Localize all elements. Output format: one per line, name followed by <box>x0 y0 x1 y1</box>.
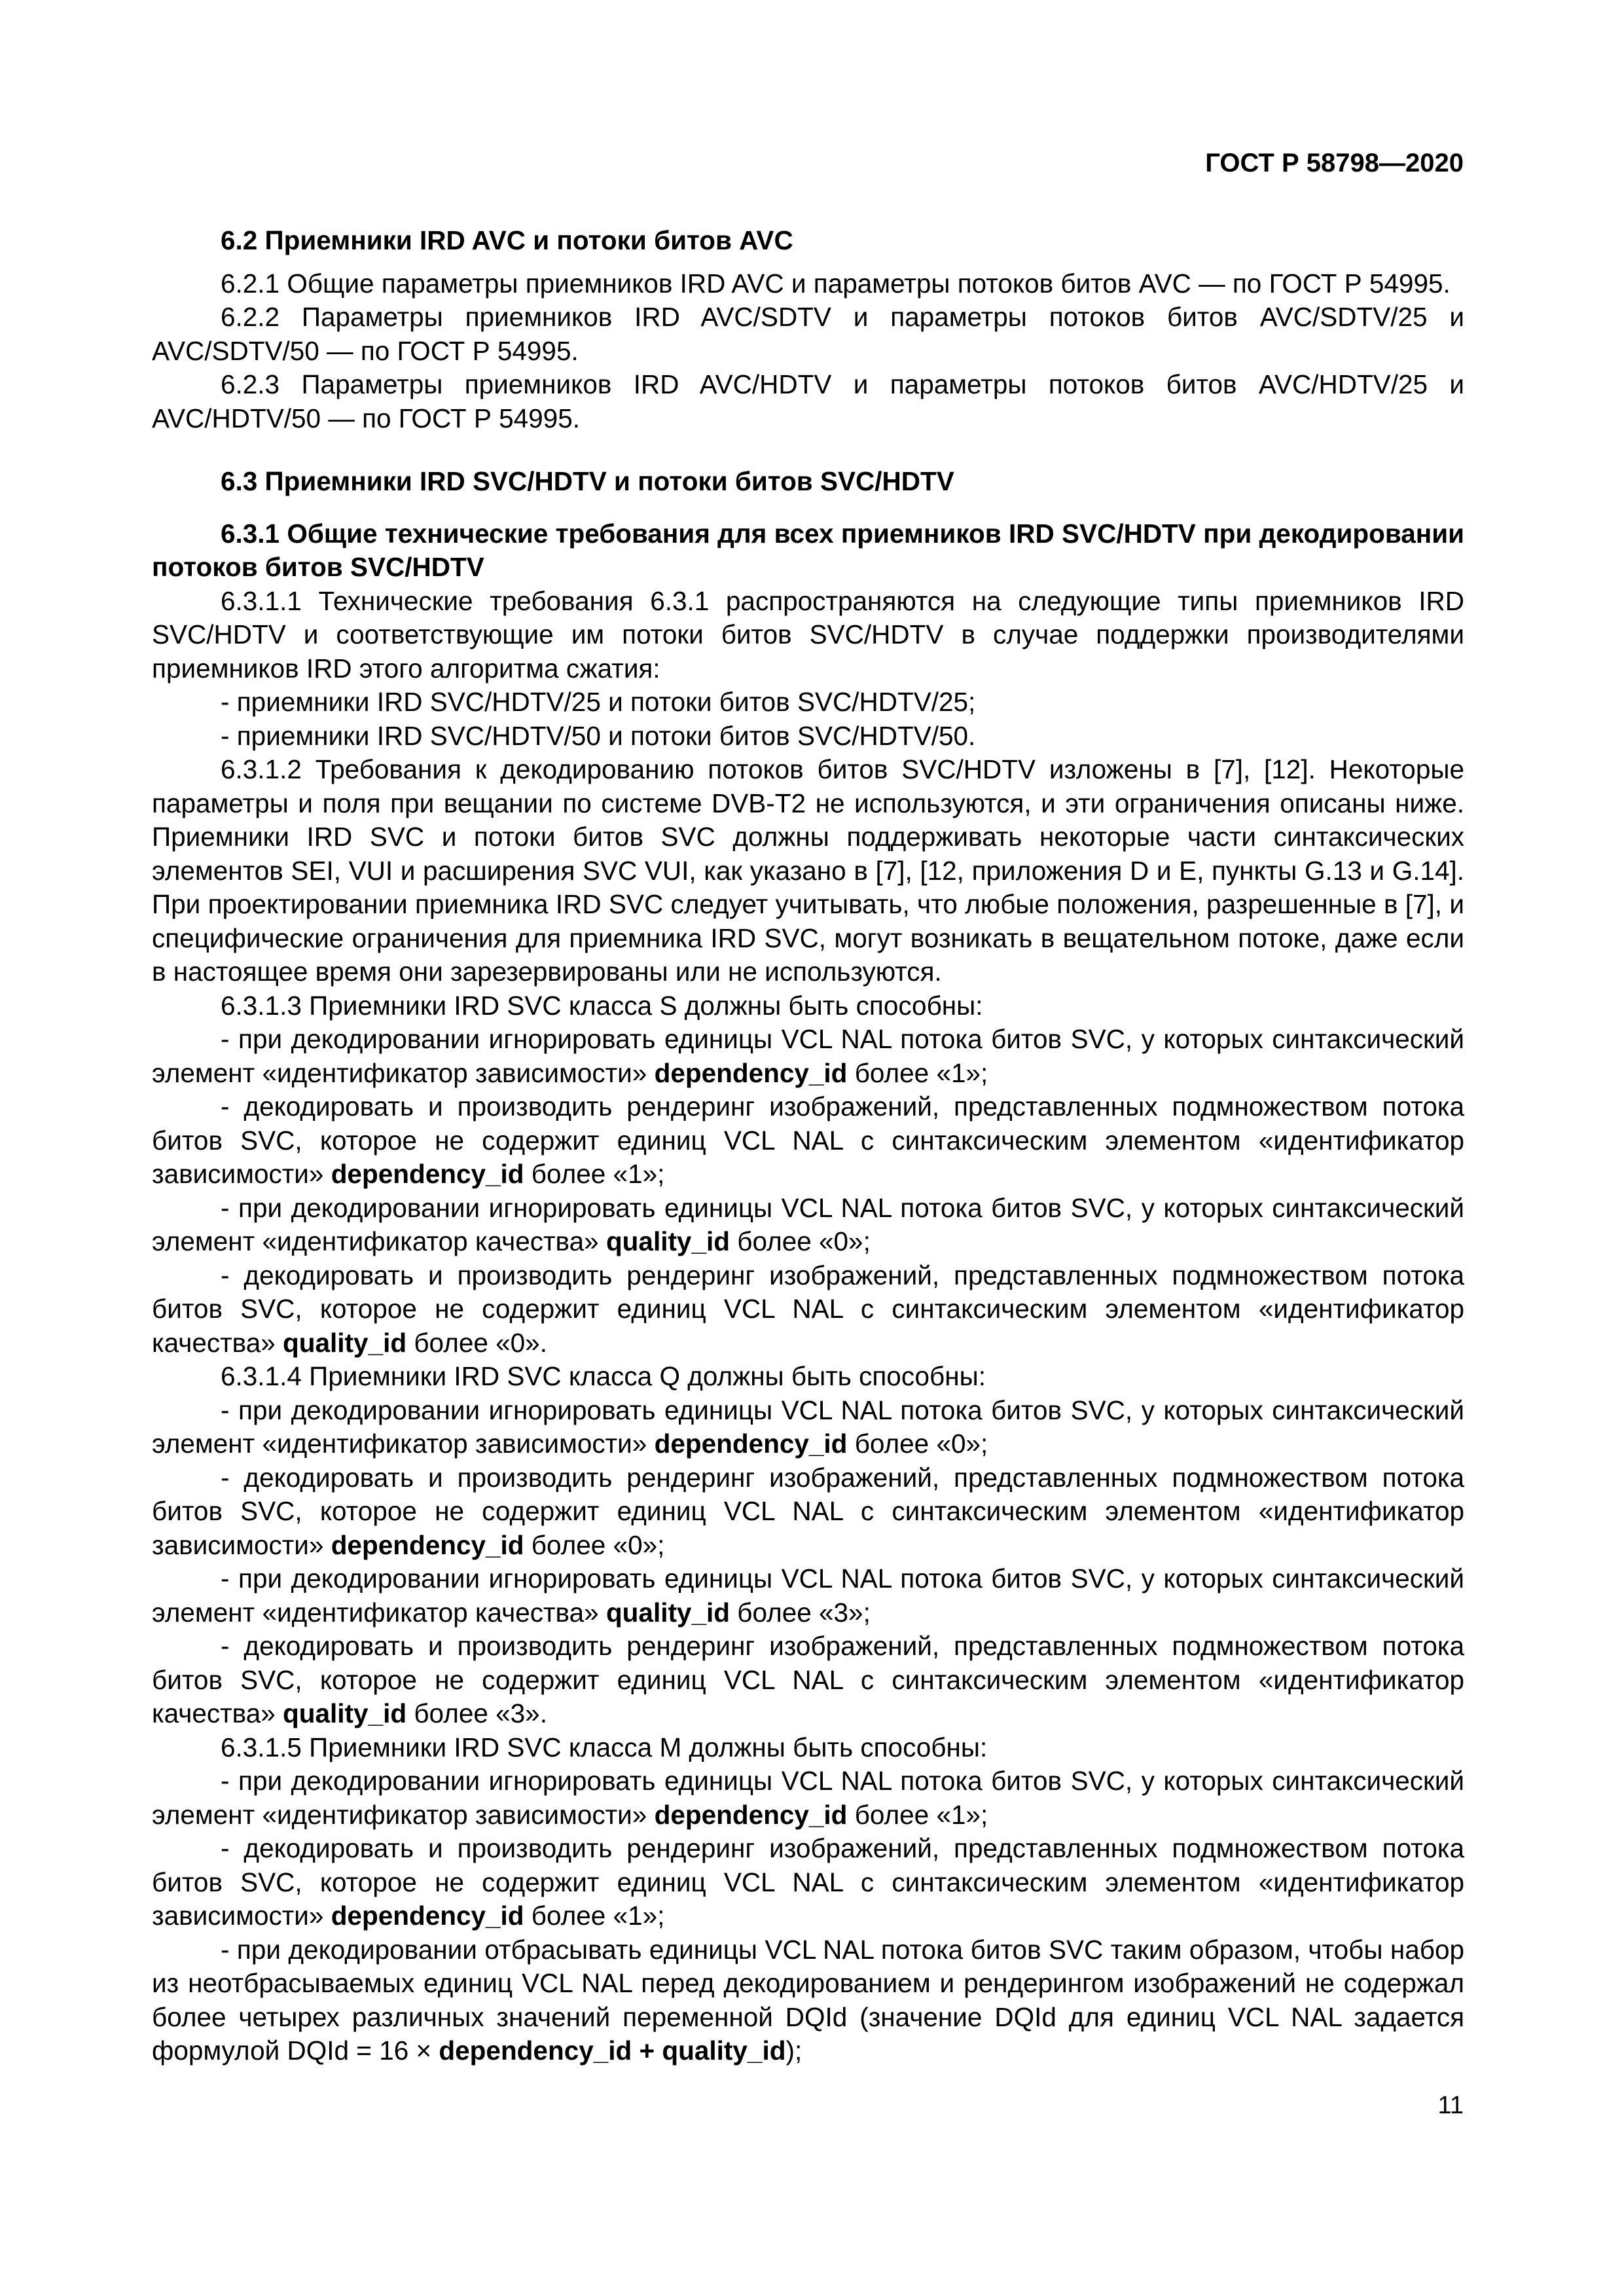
paragraph-6-2-3: 6.2.3 Параметры приемников IRD AVC/HDTV и параметры потоков битов AVC/HDTV/25 и AVC/HDTV/50 — по ГОСТ Р 54995. <box>152 369 1464 433</box>
list-item <box>152 1259 1464 1360</box>
paragraph-6-2-1: 6.2.1 Общие параметры приемников IRD AVC и параметры потоков битов AVC — по ГОСТ Р 54995. <box>221 268 1451 299</box>
subsection-heading-6-3-1: 6.3.1 Общие технические требования для всех приемников IRD SVC/HDTV при декодировании потоков битов SVC/HDTV <box>152 518 1464 582</box>
list-item-text: - декодировать и производить рендеринг изображений, представленных подмножеством потока битов SVC, которое не содержит единиц VCL NAL с синтаксическим элементом «идентификатор зависимости» <box>152 1091 1464 1189</box>
syntax-element: dependency_id <box>654 1799 848 1830</box>
paragraph-6-3-1-1: 6.3.1.1 Технические требования 6.3.1 распространяются на следующие типы приемников IRD SVC/HDTV и соответствующие им потоки битов SVC/HDTV в случае поддержки производителями приемников IRD этого алгоритма сжатия: <box>152 585 1464 683</box>
section-6-2 <box>152 224 1464 435</box>
page-number: 11 <box>1437 2092 1464 2119</box>
list-item-tail: более «1»; <box>854 1799 988 1830</box>
syntax-element: quality_id <box>605 1597 730 1628</box>
syntax-element: dependency_id <box>331 1159 524 1189</box>
list-item <box>152 1023 1464 1090</box>
list-item-text: - декодировать и производить рендеринг изображений, представленных подмножеством потока битов SVC, которое не содержит единиц VCL NAL с синтаксическим элементом «идентификатор качества» <box>152 1260 1464 1358</box>
list-item: - приемники IRD SVC/HDTV/50 и потоки битов SVC/HDTV/50. <box>221 720 976 751</box>
list-item <box>152 1630 1464 1731</box>
list-item-text: - при декодировании игнорировать единицы VCL NAL потока битов SVC, у которых синтаксический элемент «идентификатор зависимости» <box>152 1766 1464 1830</box>
list-item <box>152 1461 1464 1563</box>
list-item-text: - при декодировании игнорировать единицы VCL NAL потока битов SVC, у которых синтаксический элемент «идентификатор качества» <box>152 1192 1464 1256</box>
list-item-tail: более «1»; <box>531 1159 665 1189</box>
syntax-element: quality_id <box>605 1226 730 1256</box>
list-item: - приемники IRD SVC/HDTV/25 и потоки битов SVC/HDTV/25; <box>221 687 976 717</box>
list-item-tail: более «0»; <box>854 1429 988 1459</box>
syntax-element: dependency_id <box>654 1057 848 1088</box>
list-item-tail: ); <box>785 2035 803 2066</box>
list-item-tail: более «0»; <box>737 1226 871 1256</box>
list-item-tail: более «3»; <box>737 1597 871 1628</box>
list-item-text: - декодировать и производить рендеринг изображений, представленных подмножеством потока битов SVC, которое не содержит единиц VCL NAL с синтаксическим элементом «идентификатор качества» <box>152 1631 1464 1728</box>
list-item-text: - при декодировании отбрасывать единицы VCL NAL потока битов SVC таким образом, чтобы набор из неотбрасываемых единиц VCL NAL перед декодированием и рендерингом изображений не содержал более четырех различных значений переменной DQId (значение DQId для единиц VCL NAL задается формулой DQId = 16 × <box>152 1934 1464 2066</box>
standard-number: ГОСТ Р 58798—2020 <box>1205 149 1464 177</box>
list-item-text: - декодировать и производить рендеринг изображений, представленных подмножеством потока битов SVC, которое не содержит единиц VCL NAL с синтаксическим элементом «идентификатор зависимости» <box>152 1462 1464 1560</box>
list-item <box>152 1832 1464 1933</box>
paragraph-6-3-1-5: 6.3.1.5 Приемники IRD SVC класса M должны быть способны: <box>221 1732 988 1762</box>
paragraph-6-3-1-3: 6.3.1.3 Приемники IRD SVC класса S должны быть способны: <box>221 990 983 1021</box>
list-item <box>152 1764 1464 1832</box>
section-6-3 <box>152 465 1464 2068</box>
list-item <box>152 1562 1464 1630</box>
list-item-tail: более «0»; <box>531 1529 665 1560</box>
syntax-element: quality_id <box>283 1698 407 1728</box>
list-item <box>152 1192 1464 1259</box>
list-item-text: - при декодировании игнорировать единицы VCL NAL потока битов SVC, у которых синтаксический элемент «идентификатор зависимости» <box>152 1024 1464 1088</box>
list-item <box>152 1394 1464 1461</box>
list-item-text: - декодировать и производить рендеринг изображений, представленных подмножеством потока битов SVC, которое не содержит единиц VCL NAL с синтаксическим элементом «идентификатор зависимости» <box>152 1833 1464 1931</box>
paragraph-6-2-2: 6.2.2 Параметры приемников IRD AVC/SDTV и параметры потоков битов AVC/SDTV/25 и AVC/SDTV/50 — по ГОСТ Р 54995. <box>152 302 1464 366</box>
list-item-text: - при декодировании игнорировать единицы VCL NAL потока битов SVC, у которых синтаксический элемент «идентификатор зависимости» <box>152 1394 1464 1459</box>
list-item <box>152 1090 1464 1192</box>
paragraph-6-3-1-4: 6.3.1.4 Приемники IRD SVC класса Q должны быть способны: <box>221 1361 986 1391</box>
syntax-element: dependency_id + quality_id <box>439 2035 786 2066</box>
syntax-element: quality_id <box>283 1327 407 1358</box>
paragraph-6-3-1-2: 6.3.1.2 Требования к декодированию потоков битов SVC/HDTV изложены в [7], [12]. Некоторые параметры и поля при вещании по системе DVB-T2 не используются, и эти ограничения описаны ниже. Приемники IRD SVC и потоки битов SVC должны поддерживать некоторые части синтаксических элементов SEI, VUI и расширения SVC VUI, как указано в [7], [12, приложения D и E, пункты G.13 и G.14]. При проектировании приемника IRD SVC следует учитывать, что любые положения, разрешенные в [7], и специфические ограничения для приемника IRD SVC, могут возникать в вещательном потоке, даже если в настоящее время они зарезервированы или не используются. <box>152 754 1464 987</box>
syntax-element: dependency_id <box>331 1529 524 1560</box>
section-heading-6-3: 6.3 Приемники IRD SVC/HDTV и потоки битов SVC/HDTV <box>221 466 954 496</box>
syntax-element: dependency_id <box>654 1429 848 1459</box>
list-item-tail: более «0». <box>414 1327 547 1358</box>
list-item-text: - при декодировании игнорировать единицы VCL NAL потока битов SVC, у которых синтаксический элемент «идентификатор качества» <box>152 1563 1464 1628</box>
list-item-tail: более «1»; <box>854 1057 988 1088</box>
list-item <box>152 1933 1464 2068</box>
syntax-element: dependency_id <box>331 1901 524 1931</box>
list-item-tail: более «3». <box>414 1698 547 1728</box>
section-heading-6-2: 6.2 Приемники IRD AVC и потоки битов AVC <box>221 225 793 255</box>
list-item-tail: более «1»; <box>531 1901 665 1931</box>
